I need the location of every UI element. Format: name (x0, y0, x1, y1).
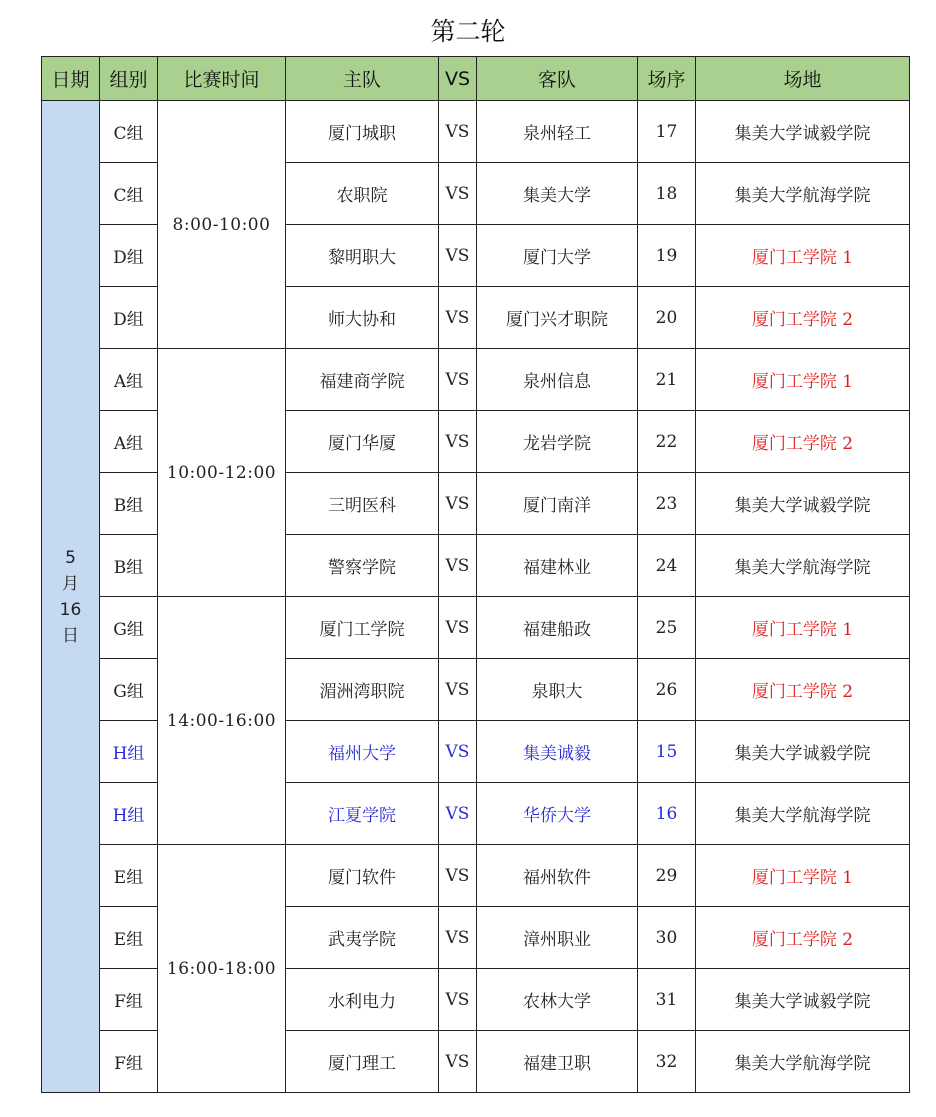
vs-cell: VS (439, 783, 477, 845)
away-team-cell: 农林大学 (477, 969, 638, 1031)
venue-cell: 集美大学诚毅学院 (696, 721, 910, 783)
home-team-cell: 警察学院 (286, 535, 439, 597)
header-vs: VS (439, 57, 477, 101)
header-group: 组别 (100, 57, 158, 101)
group-cell: D组 (100, 225, 158, 287)
time-slot-cell: 10:00-12:00 (158, 349, 286, 597)
away-team-cell: 福建卫职 (477, 1031, 638, 1093)
group-cell: G组 (100, 659, 158, 721)
group-cell: H组 (100, 783, 158, 845)
vs-cell: VS (439, 473, 477, 535)
vs-cell: VS (439, 163, 477, 225)
vs-cell: VS (439, 225, 477, 287)
match-order-cell: 32 (638, 1031, 696, 1093)
match-order-cell: 22 (638, 411, 696, 473)
home-team-cell: 水利电力 (286, 969, 439, 1031)
group-cell: H组 (100, 721, 158, 783)
venue-cell: 厦门工学院 1 (696, 597, 910, 659)
group-cell: G组 (100, 597, 158, 659)
home-team-cell: 厦门软件 (286, 845, 439, 907)
home-team-cell: 厦门工学院 (286, 597, 439, 659)
table-row (42, 597, 910, 659)
time-slot-cell: 14:00-16:00 (158, 597, 286, 845)
match-order-cell: 16 (638, 783, 696, 845)
match-order-cell: 31 (638, 969, 696, 1031)
vs-cell: VS (439, 287, 477, 349)
group-cell: C组 (100, 101, 158, 163)
header-home: 主队 (286, 57, 439, 101)
away-team-cell: 集美诚毅 (477, 721, 638, 783)
group-cell: F组 (100, 1031, 158, 1093)
venue-cell: 厦门工学院 1 (696, 349, 910, 411)
home-team-cell: 江夏学院 (286, 783, 439, 845)
date-month-num: 5 (65, 547, 76, 568)
group-cell: E组 (100, 845, 158, 907)
group-cell: E组 (100, 907, 158, 969)
vs-cell: VS (439, 845, 477, 907)
match-order-cell: 25 (638, 597, 696, 659)
venue-cell: 厦门工学院 1 (696, 845, 910, 907)
match-order-cell: 29 (638, 845, 696, 907)
vs-cell: VS (439, 1031, 477, 1093)
venue-cell: 厦门工学院 2 (696, 411, 910, 473)
date-day-num: 16 (59, 599, 82, 620)
table-row (42, 349, 910, 411)
away-team-cell: 集美大学 (477, 163, 638, 225)
date-cell (42, 101, 100, 1093)
match-order-cell: 19 (638, 225, 696, 287)
venue-cell: 集美大学航海学院 (696, 163, 910, 225)
match-order-cell: 21 (638, 349, 696, 411)
away-team-cell: 厦门大学 (477, 225, 638, 287)
group-cell: F组 (100, 969, 158, 1031)
table-row (42, 845, 910, 907)
page-title: 第二轮 (430, 17, 506, 46)
header-away: 客队 (477, 57, 638, 101)
vs-cell: VS (439, 721, 477, 783)
match-order-cell: 26 (638, 659, 696, 721)
time-slot-cell: 16:00-18:00 (158, 845, 286, 1093)
home-team-cell: 农职院 (286, 163, 439, 225)
group-cell: B组 (100, 535, 158, 597)
match-order-cell: 17 (638, 101, 696, 163)
away-team-cell: 泉职大 (477, 659, 638, 721)
header-venue: 场地 (696, 57, 910, 101)
header-row (42, 57, 910, 101)
vs-cell: VS (439, 349, 477, 411)
vs-cell: VS (439, 659, 477, 721)
home-team-cell: 湄洲湾职院 (286, 659, 439, 721)
vs-cell: VS (439, 969, 477, 1031)
venue-cell: 厦门工学院 2 (696, 287, 910, 349)
home-team-cell: 武夷学院 (286, 907, 439, 969)
match-order-cell: 15 (638, 721, 696, 783)
group-cell: D组 (100, 287, 158, 349)
table-row (42, 101, 910, 163)
away-team-cell: 华侨大学 (477, 783, 638, 845)
match-order-cell: 24 (638, 535, 696, 597)
away-team-cell: 福建船政 (477, 597, 638, 659)
schedule-table (41, 56, 910, 1093)
home-team-cell: 三明医科 (286, 473, 439, 535)
vs-cell: VS (439, 907, 477, 969)
vs-cell: VS (439, 411, 477, 473)
vs-cell: VS (439, 101, 477, 163)
venue-cell: 厦门工学院 1 (696, 225, 910, 287)
away-team-cell: 厦门南洋 (477, 473, 638, 535)
away-team-cell: 厦门兴才职院 (477, 287, 638, 349)
venue-cell: 集美大学航海学院 (696, 783, 910, 845)
vs-cell: VS (439, 535, 477, 597)
away-team-cell: 漳州职业 (477, 907, 638, 969)
venue-cell: 集美大学诚毅学院 (696, 473, 910, 535)
away-team-cell: 泉州轻工 (477, 101, 638, 163)
home-team-cell: 福州大学 (286, 721, 439, 783)
home-team-cell: 福建商学院 (286, 349, 439, 411)
home-team-cell: 厦门华厦 (286, 411, 439, 473)
header-order: 场序 (638, 57, 696, 101)
venue-cell: 集美大学航海学院 (696, 1031, 910, 1093)
home-team-cell: 厦门理工 (286, 1031, 439, 1093)
date-month: 月 (62, 573, 79, 594)
home-team-cell: 厦门城职 (286, 101, 439, 163)
venue-cell: 厦门工学院 2 (696, 659, 910, 721)
match-order-cell: 30 (638, 907, 696, 969)
away-team-cell: 福州软件 (477, 845, 638, 907)
away-team-cell: 龙岩学院 (477, 411, 638, 473)
group-cell: A组 (100, 411, 158, 473)
venue-cell: 集美大学诚毅学院 (696, 101, 910, 163)
venue-cell: 厦门工学院 2 (696, 907, 910, 969)
group-cell: A组 (100, 349, 158, 411)
match-order-cell: 20 (638, 287, 696, 349)
away-team-cell: 泉州信息 (477, 349, 638, 411)
venue-cell: 集美大学航海学院 (696, 535, 910, 597)
match-order-cell: 18 (638, 163, 696, 225)
header-time: 比赛时间 (158, 57, 286, 101)
away-team-cell: 福建林业 (477, 535, 638, 597)
date-day: 日 (62, 625, 79, 646)
header-date: 日期 (42, 57, 100, 101)
home-team-cell: 师大协和 (286, 287, 439, 349)
time-slot-cell: 8:00-10:00 (158, 101, 286, 349)
home-team-cell: 黎明职大 (286, 225, 439, 287)
group-cell: B组 (100, 473, 158, 535)
group-cell: C组 (100, 163, 158, 225)
match-order-cell: 23 (638, 473, 696, 535)
venue-cell: 集美大学诚毅学院 (696, 969, 910, 1031)
vs-cell: VS (439, 597, 477, 659)
